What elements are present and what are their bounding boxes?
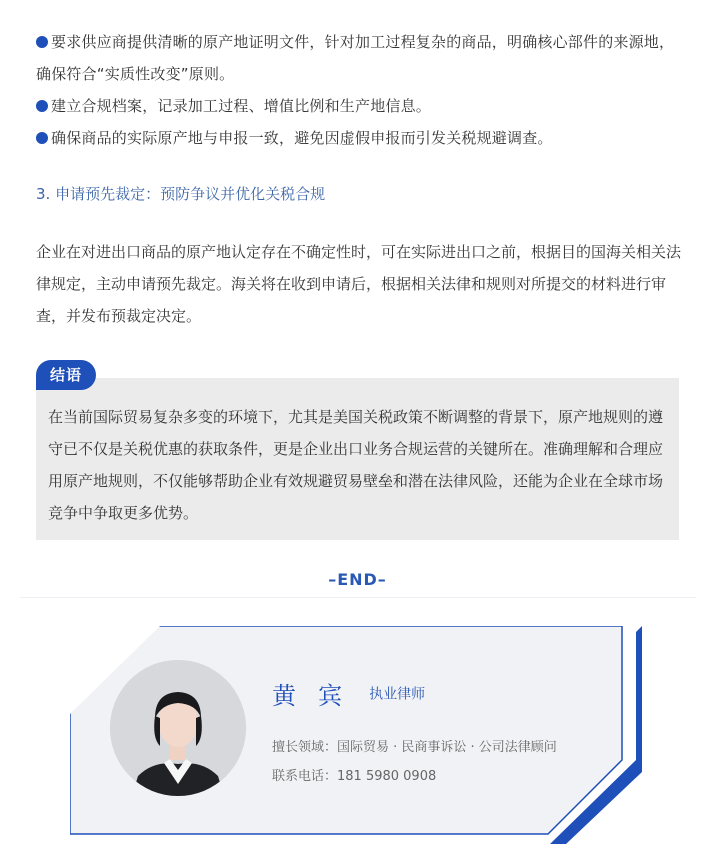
conclusion-text: 在当前国际贸易复杂多变的环境下，尤其是美国关税政策不断调整的背景下，原产地规则的遵守已不仅是关税优惠的获取条件，更是企业出口业务合规运营的关键所在。准确理解和合理应用原产地规则，不仅能够帮助企业有效规避贸易壁垒和潜在法律风险，还能为企业在全球市场竞争中争取更多优势。	[48, 408, 664, 522]
end-marker: –END–	[328, 570, 387, 589]
section-heading: 3. 申请预先裁定：预防争议并优化关税合规	[36, 185, 326, 203]
list-item: 建立合规档案，记录加工过程、增值比例和生产地信息。	[36, 90, 686, 122]
list-item: 确保商品的实际原产地与申报一致，避免因虚假申报而引发关税规避调查。	[36, 122, 686, 154]
bullet-dot-icon	[36, 132, 48, 144]
lawyer-name: 黄宾	[272, 682, 364, 710]
requirements-list	[36, 26, 686, 154]
list-item: 要求供应商提供清晰的原产地证明文件，针对加工过程复杂的商品，明确核心部件的来源地，确保符合“实质性改变”原则。	[36, 33, 675, 83]
bullet-dot-icon	[36, 36, 48, 48]
bullet-dot-icon	[36, 100, 48, 112]
conclusion-panel	[36, 378, 679, 540]
specialty-line: 擅长领域：国际贸易 · 民商事诉讼 · 公司法律顾问	[272, 740, 557, 755]
section-paragraph: 企业在对进出口商品的原产地认定存在不确定性时，可在实际进出口之前，根据目的国海关相关法律规定，主动申请预先裁定。海关将在收到申请后，根据相关法律和规则对所提交的材料进行审查，并发布预裁定决定。	[36, 243, 682, 325]
lawyer-portrait-icon	[110, 660, 246, 796]
lawyer-title: 执业律师	[369, 686, 426, 703]
conclusion-badge: 结语	[36, 360, 96, 390]
divider	[20, 597, 696, 598]
avatar	[110, 660, 246, 796]
phone-line: 联系电话：181 5980 0908	[272, 769, 437, 784]
profile-header	[272, 676, 425, 711]
